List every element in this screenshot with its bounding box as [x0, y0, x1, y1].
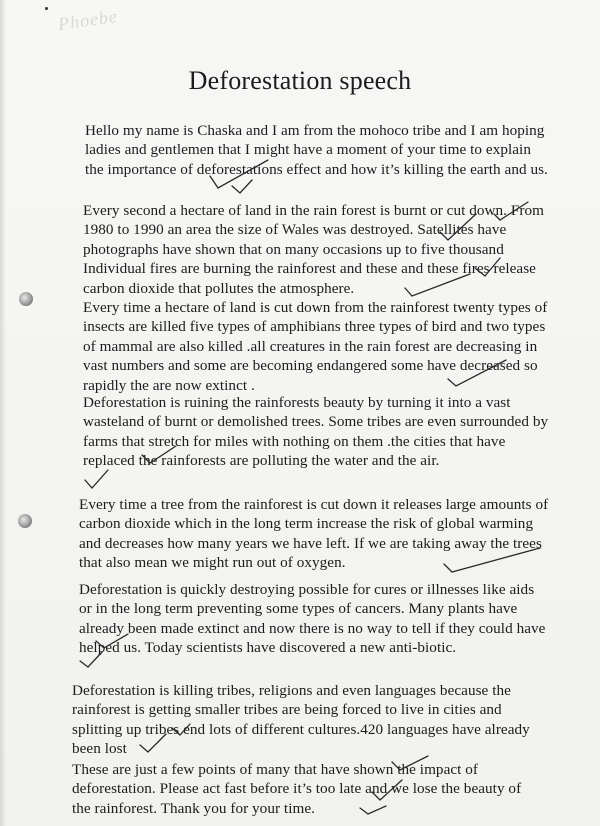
paragraph-species-killed: Every time a hectare of land is cut down from the rainforest twenty types of insects are killed five types of amphibians three types of bird and two types of mammal are also killed .all creatures in the rain forest are decreasing in vast numbers and some are becoming endangered some have decreased so rapidly the are now extinct .: [83, 299, 548, 394]
ink-dot: [45, 7, 48, 10]
paragraph-intro: Hello my name is Chaska and I am from the mohoco tribe and I am hoping ladies and gentlemen that I might have a moment of your time to explain the importance of deforestations effect and how it’s killing the earth and us.: [85, 122, 548, 178]
scan-edge-shadow: [0, 0, 6, 826]
punch-hole-top: [19, 292, 33, 306]
paragraph-hectare-burnt: Every second a hectare of land in the rain forest is burnt or cut down. From 1980 to 1990 an area the size of Wales was destroyed. Satellites have photographs have shown that on many occasions up to five thousand Individual fires are burning the rainforest and these and these fires release carbon dioxide that pollutes the atmosphere.: [83, 202, 544, 297]
punch-hole-bottom: [18, 514, 32, 528]
tick-mark: [232, 180, 252, 193]
faint-watermark: Phoebe: [56, 5, 120, 35]
paragraph-ruining-beauty: Deforestation is ruining the rainforests beauty by turning it into a vast wasteland of burnt or demolished trees. Some tribes are even surrounded by farms that stretch for miles with nothing on them .the cities that have replaced the rainforests are polluting the water and the air.: [83, 394, 549, 470]
tick-mark: [85, 470, 108, 488]
document-title: Deforestation speech: [188, 66, 412, 95]
paragraph-conclusion: These are just a few points of many that have shown the impact of deforestation. Please act fast before it’s too late and we lose the beauty of the rainforest. Thank you for your time.: [72, 761, 522, 817]
paragraph-carbon-dioxide: Every time a tree from the rainforest is cut down it releases large amounts of carbon dioxide which in the long term increase the risk of global warming and decreases how many years we have left. If we are taking away the trees that also mean we might run out of oxygen.: [79, 496, 549, 572]
paragraph-tribes-languages: Deforestation is killing tribes, religions and even languages because the rainforest is getting smaller tribes are being forced to live in cities and splitting up tribes end lots of different cultures.420 languages have already been lost: [72, 682, 530, 758]
paragraph-cures: Deforestation is quickly destroying possible for cures or illnesses like aids or in the long term preventing some types of cancers. Many plants have already been made extinct and now there is no way to tell if they could have helped us. Today scientists have discovered a new anti-biotic.: [79, 581, 546, 657]
